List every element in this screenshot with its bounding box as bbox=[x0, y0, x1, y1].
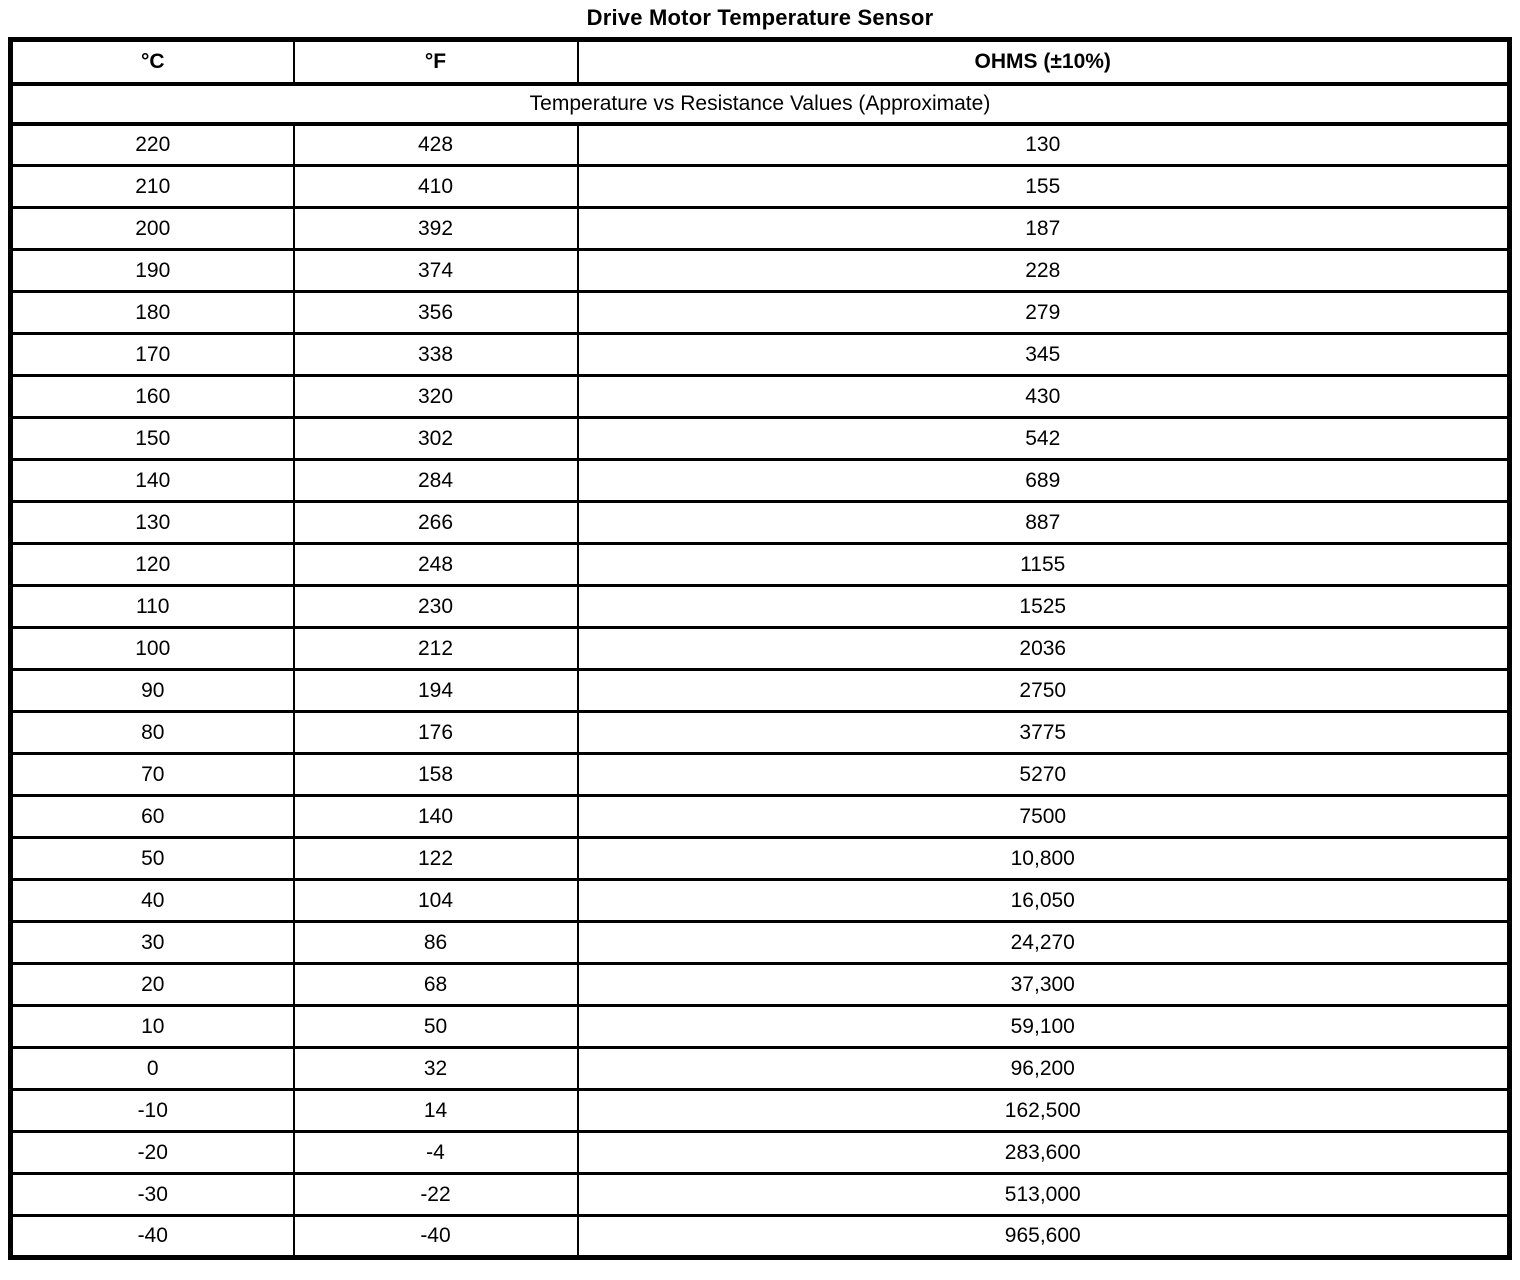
cell-ohms: 7500 bbox=[578, 796, 1510, 838]
cell-celsius: 90 bbox=[11, 670, 294, 712]
cell-fahrenheit: 140 bbox=[294, 796, 578, 838]
cell-ohms: 10,800 bbox=[578, 838, 1510, 880]
table-row bbox=[11, 502, 1510, 544]
cell-celsius: 180 bbox=[11, 292, 294, 334]
table-row bbox=[11, 418, 1510, 460]
cell-celsius: 20 bbox=[11, 964, 294, 1006]
cell-ohms: 24,270 bbox=[578, 922, 1510, 964]
cell-celsius: 150 bbox=[11, 418, 294, 460]
table-row bbox=[11, 124, 1510, 166]
cell-celsius: 40 bbox=[11, 880, 294, 922]
cell-ohms: 283,600 bbox=[578, 1132, 1510, 1174]
table-row bbox=[11, 796, 1510, 838]
cell-ohms: 96,200 bbox=[578, 1048, 1510, 1090]
cell-ohms: 16,050 bbox=[578, 880, 1510, 922]
cell-celsius: 170 bbox=[11, 334, 294, 376]
cell-fahrenheit: -40 bbox=[294, 1216, 578, 1258]
cell-celsius: 30 bbox=[11, 922, 294, 964]
cell-celsius: 0 bbox=[11, 1048, 294, 1090]
cell-fahrenheit: 50 bbox=[294, 1006, 578, 1048]
cell-fahrenheit: 194 bbox=[294, 670, 578, 712]
table-row bbox=[11, 628, 1510, 670]
cell-ohms: 279 bbox=[578, 292, 1510, 334]
table-row bbox=[11, 1090, 1510, 1132]
cell-fahrenheit: 212 bbox=[294, 628, 578, 670]
subtitle-row bbox=[11, 84, 1510, 124]
cell-celsius: 100 bbox=[11, 628, 294, 670]
page-title: Drive Motor Temperature Sensor bbox=[586, 5, 934, 30]
cell-celsius: 110 bbox=[11, 586, 294, 628]
cell-fahrenheit: 68 bbox=[294, 964, 578, 1006]
cell-celsius: 60 bbox=[11, 796, 294, 838]
table-row bbox=[11, 586, 1510, 628]
table-row bbox=[11, 544, 1510, 586]
cell-celsius: -10 bbox=[11, 1090, 294, 1132]
table-row bbox=[11, 166, 1510, 208]
table-head bbox=[11, 40, 1510, 124]
table-row bbox=[11, 1132, 1510, 1174]
cell-ohms: 430 bbox=[578, 376, 1510, 418]
cell-celsius: 220 bbox=[135, 132, 171, 156]
cell-ohms: 2750 bbox=[578, 670, 1510, 712]
cell-fahrenheit: 338 bbox=[294, 334, 578, 376]
table-row bbox=[11, 964, 1510, 1006]
cell-fahrenheit: 14 bbox=[294, 1090, 578, 1132]
cell-ohms: 3775 bbox=[578, 712, 1510, 754]
column-header-ohms: OHMS (±10%) bbox=[578, 40, 1510, 84]
table-row bbox=[11, 922, 1510, 964]
cell-fahrenheit: 410 bbox=[294, 166, 578, 208]
cell-celsius: 160 bbox=[11, 376, 294, 418]
table-row bbox=[11, 670, 1510, 712]
cell-fahrenheit: 356 bbox=[294, 292, 578, 334]
cell-celsius: 120 bbox=[11, 544, 294, 586]
cell-celsius: 50 bbox=[11, 838, 294, 880]
column-header-fahrenheit: °F bbox=[294, 40, 578, 84]
cell-ohms: 965,600 bbox=[578, 1216, 1510, 1258]
cell-fahrenheit: 122 bbox=[294, 838, 578, 880]
cell-ohms: 1155 bbox=[578, 544, 1510, 586]
table-row bbox=[11, 1006, 1510, 1048]
cell-celsius: 10 bbox=[11, 1006, 294, 1048]
cell-celsius: -40 bbox=[11, 1216, 294, 1258]
table-subtitle: Temperature vs Resistance Values (Approximate) bbox=[11, 84, 1510, 124]
cell-ohms: 37,300 bbox=[578, 964, 1510, 1006]
cell-celsius: 70 bbox=[11, 754, 294, 796]
table-row bbox=[11, 460, 1510, 502]
cell-fahrenheit: 32 bbox=[294, 1048, 578, 1090]
table-row bbox=[11, 250, 1510, 292]
table-row bbox=[11, 1216, 1510, 1258]
table-row bbox=[11, 334, 1510, 376]
cell-ohms: 5270 bbox=[578, 754, 1510, 796]
cell-celsius: 80 bbox=[11, 712, 294, 754]
cell-fahrenheit: 158 bbox=[294, 754, 578, 796]
header-row bbox=[11, 40, 1510, 84]
temperature-resistance-table bbox=[8, 37, 1512, 1260]
cell-ohms: 130 bbox=[578, 124, 1510, 166]
cell-ohms: 228 bbox=[578, 250, 1510, 292]
cell-ohms: 162,500 bbox=[578, 1090, 1510, 1132]
cell-fahrenheit: 248 bbox=[294, 544, 578, 586]
cell-fahrenheit: 284 bbox=[294, 460, 578, 502]
cell-ohms: 689 bbox=[578, 460, 1510, 502]
cell-celsius: 210 bbox=[11, 166, 294, 208]
cell-fahrenheit: 320 bbox=[294, 376, 578, 418]
cell-celsius: -30 bbox=[11, 1174, 294, 1216]
cell-fahrenheit: -4 bbox=[294, 1132, 578, 1174]
cell-fahrenheit: 176 bbox=[294, 712, 578, 754]
cell-ohms: 155 bbox=[578, 166, 1510, 208]
cell-fahrenheit: 392 bbox=[294, 208, 578, 250]
cell-fahrenheit: 374 bbox=[294, 250, 578, 292]
cell-fahrenheit: 104 bbox=[294, 880, 578, 922]
cell-ohms: 59,100 bbox=[578, 1006, 1510, 1048]
table-body bbox=[11, 124, 1510, 1258]
cell-ohms: 345 bbox=[578, 334, 1510, 376]
table-row bbox=[11, 754, 1510, 796]
cell-celsius: 140 bbox=[11, 460, 294, 502]
cell-celsius: 190 bbox=[11, 250, 294, 292]
cell-ohms: 887 bbox=[578, 502, 1510, 544]
cell-ohms: 187 bbox=[578, 208, 1510, 250]
cell-celsius: -20 bbox=[11, 1132, 294, 1174]
table-row bbox=[11, 1174, 1510, 1216]
cell-fahrenheit: 266 bbox=[294, 502, 578, 544]
cell-ohms: 542 bbox=[578, 418, 1510, 460]
table-row bbox=[11, 292, 1510, 334]
table-row bbox=[11, 1048, 1510, 1090]
cell-celsius: 200 bbox=[11, 208, 294, 250]
cell-fahrenheit: 230 bbox=[294, 586, 578, 628]
table-row bbox=[11, 712, 1510, 754]
table-row bbox=[11, 838, 1510, 880]
cell-fahrenheit: 428 bbox=[294, 124, 578, 166]
column-header-celsius: °C bbox=[11, 40, 294, 84]
cell-fahrenheit: 302 bbox=[294, 418, 578, 460]
cell-ohms: 2036 bbox=[578, 628, 1510, 670]
cell-fahrenheit: 86 bbox=[294, 922, 578, 964]
table-row bbox=[11, 208, 1510, 250]
cell-ohms: 513,000 bbox=[578, 1174, 1510, 1216]
cell-fahrenheit: -22 bbox=[294, 1174, 578, 1216]
table-row bbox=[11, 880, 1510, 922]
cell-celsius: 130 bbox=[11, 502, 294, 544]
table-row bbox=[11, 376, 1510, 418]
cell-ohms: 1525 bbox=[578, 586, 1510, 628]
